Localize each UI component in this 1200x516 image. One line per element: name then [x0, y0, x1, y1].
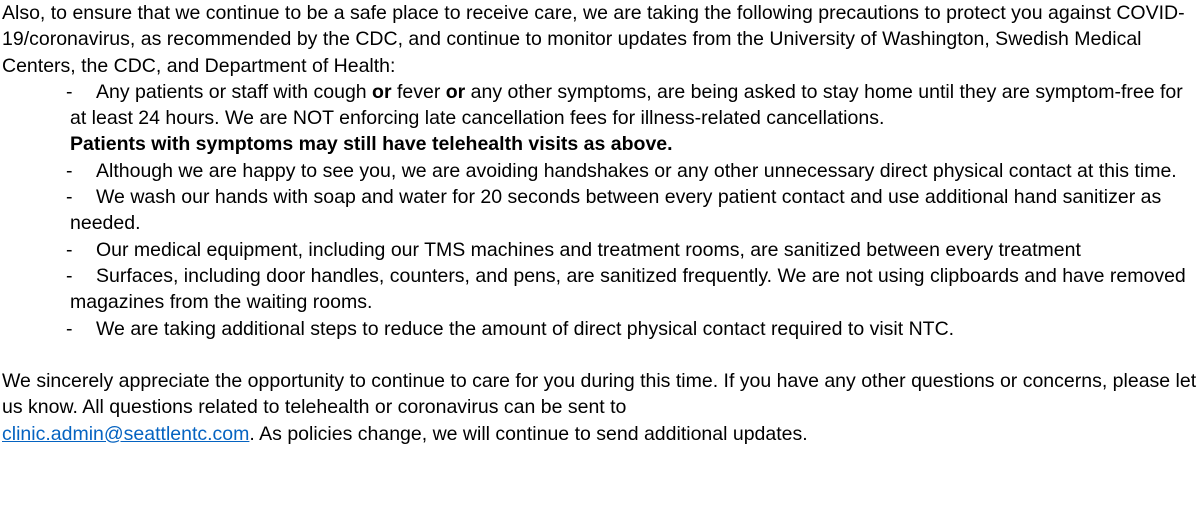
list-item	[66, 263, 1200, 316]
list-item	[66, 79, 1200, 158]
list-item	[66, 158, 1200, 184]
email-link[interactable]: clinic.admin@seattlentc.com	[2, 422, 250, 445]
bullet-text: any other symptoms, are being asked to stay home until they are symptom-free for at least 24 hours. We are NOT enforcing late cancellation fees for illness-related cancellations.	[70, 80, 1183, 130]
list-item	[66, 316, 1200, 342]
bullet-marker: -	[66, 317, 73, 340]
bullet-text: We wash our hands with soap and water for 20 seconds between every patient contact and use additional hand sanitizer as needed.	[70, 186, 1162, 235]
bullet-text: We are taking additional steps to reduce the amount of direct physical contact required to visit NTC.	[96, 317, 955, 340]
bullet-marker: -	[66, 264, 73, 287]
bold-or: or	[372, 80, 392, 103]
closing-text: We sincerely appreciate the opportunity to continue to care for you during this time. If you have any other questions or concerns, please let us know. All questions related to telehealth or coronavirus can be sent to	[2, 370, 1197, 419]
bullet-marker: -	[66, 238, 73, 261]
list-item	[66, 237, 1200, 263]
paragraph-spacer	[2, 342, 1200, 368]
bullet-marker: -	[66, 80, 73, 103]
list-item	[66, 184, 1200, 237]
precautions-list	[2, 79, 1200, 342]
bullet-text: Although we are happy to see you, we are avoiding handshakes or any other unnecessary direct physical contact at this time.	[96, 159, 1177, 182]
bold-or: or	[445, 80, 466, 103]
bullet-text: Our medical equipment, including our TMS machines and treatment rooms, are sanitized between every treatment	[96, 238, 1081, 261]
bullet-text: Surfaces, including door handles, counters, and pens, are sanitized frequently. We are not using clipboards and have removed magazines from the waiting rooms.	[70, 264, 1186, 314]
bullet-text: Any patients or staff with cough	[96, 80, 373, 103]
bullet-text: fever	[391, 80, 446, 103]
intro-paragraph: Also, to ensure that we continue to be a safe place to receive care, we are taking the following precautions to protect you against COVID-19/coronavirus, as recommended by the CDC, and continue to monitor updates from the University of Washington, Swedish Medical Centers, the CDC, and Department of Health:	[2, 2, 1185, 77]
closing-after-email: . As policies change, we will continue to send additional updates.	[249, 422, 808, 445]
telehealth-note: Patients with symptoms may still have telehealth visits as above.	[70, 133, 673, 156]
bullet-marker: -	[66, 159, 73, 182]
closing-paragraph	[2, 368, 1200, 447]
bullet-marker: -	[66, 186, 73, 209]
